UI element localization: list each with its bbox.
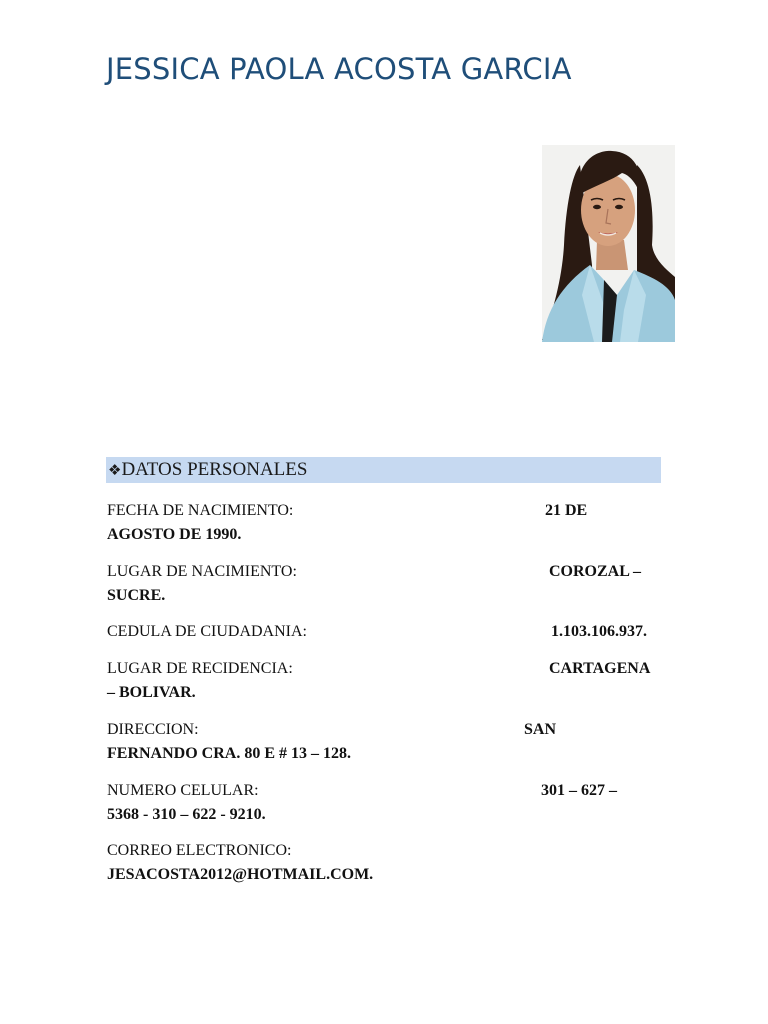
field-value-residence: CARTAGENA <box>549 660 651 677</box>
resume-name: JESSICA PAOLA ACOSTA GARCIA <box>106 52 572 86</box>
field-label-phone: NUMERO CELULAR: <box>107 782 259 799</box>
field-value-birth-date: 21 DE <box>545 502 588 519</box>
field-value-residence-cont: – BOLIVAR. <box>107 684 196 701</box>
field-value-birth-place-cont: SUCRE. <box>107 587 166 604</box>
field-value-birth-place: COROZAL – <box>549 563 642 580</box>
field-label-residence: LUGAR DE RECIDENCIA: <box>107 660 293 677</box>
field-value-email: JESACOSTA2012@HOTMAIL.COM. <box>107 866 374 883</box>
field-value-id-number: 1.103.106.937. <box>551 623 647 640</box>
field-value-address-cont: FERNANDO CRA. 80 E # 13 – 128. <box>107 745 351 762</box>
profile-photo <box>542 145 675 342</box>
field-value-birth-date-cont: AGOSTO DE 1990. <box>107 526 242 543</box>
field-label-email: CORREO ELECTRONICO: <box>107 842 292 859</box>
field-label-birth-place: LUGAR DE NACIMIENTO: <box>107 563 297 580</box>
field-label-address: DIRECCION: <box>107 721 199 738</box>
field-label-id-number: CEDULA DE CIUDADANIA: <box>107 623 307 640</box>
diamond-bullet-icon: ❖ <box>108 461 122 479</box>
section-title <box>108 459 307 481</box>
field-value-phone-cont: 5368 - 310 – 622 - 9210. <box>107 806 266 823</box>
field-value-phone: 301 – 627 – <box>541 782 617 799</box>
section-title-text: DATOS PERSONALES <box>121 459 308 480</box>
field-value-address: SAN <box>524 721 557 738</box>
field-label-birth-date: FECHA DE NACIMIENTO: <box>107 502 294 519</box>
